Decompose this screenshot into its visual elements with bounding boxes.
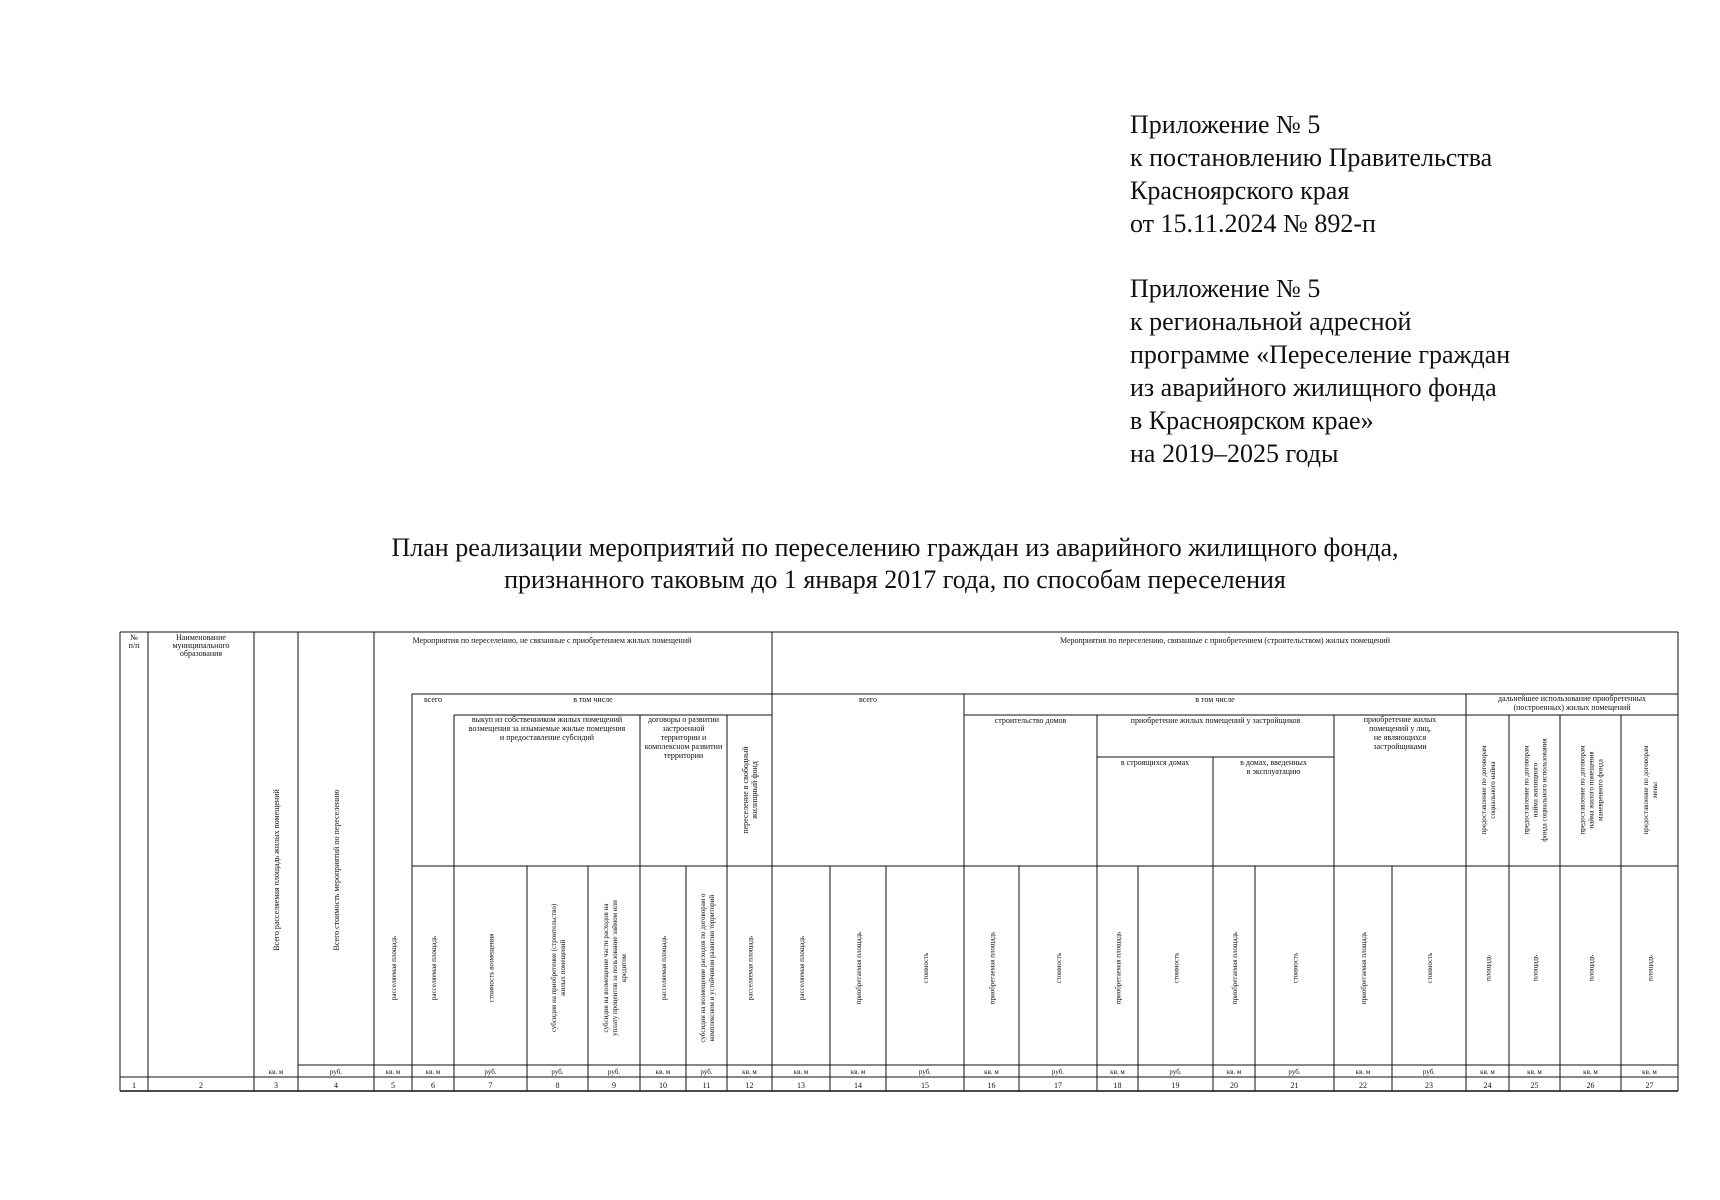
appendix-decree-line: Красноярского края (1130, 176, 1350, 205)
column-number: 18 (1113, 1081, 1122, 1090)
header-buyout: выкуп из собственником жилых помещений (471, 715, 623, 724)
subheader-relocated_area: расселяемая площадь (430, 935, 438, 1001)
subheader-subsidy_repayment: уплату процентов за пользование займом или (611, 900, 619, 1036)
header-exchange: мены (1651, 782, 1659, 798)
column-number: 10 (659, 1081, 667, 1090)
column-number: 13 (797, 1081, 805, 1090)
unit-label: руб. (551, 1068, 564, 1076)
unit-label: кв. м (1226, 1068, 1242, 1076)
header-from-persons: приобретение жилых (1363, 715, 1437, 724)
subheader-subsidy_repayment: кредитом (620, 954, 628, 982)
header-num: № (130, 633, 138, 642)
unit-label: руб. (1422, 1068, 1436, 1076)
header-free-fund: переселение в свободный (741, 746, 750, 834)
appendix-decree-line: Приложение № 5 (1130, 110, 1321, 139)
header-including-b: в том числе (1195, 695, 1235, 704)
appendix-decree-line: к постановлению Правительства (1130, 143, 1493, 172)
document-title-line: План реализации мероприятий по переселению граждан из аварийного жилищного фонда, (391, 533, 1399, 562)
unit-label: кв. м (793, 1068, 809, 1076)
subheader-relocated_area: расселяемая площадь (660, 935, 668, 1001)
unit-label: кв. м (385, 1068, 401, 1076)
column-number: 24 (1483, 1081, 1492, 1090)
header-contracts: территории и (660, 733, 707, 742)
header-total-cost: Всего стоимость мероприятий по переселению (332, 789, 341, 951)
header-commercial-rent: предоставление по договорам (1578, 745, 1587, 835)
subheader-area: площадь (1531, 955, 1540, 981)
header-from-persons: не являющихся (1373, 733, 1427, 742)
appendix-program-line: Приложение № 5 (1130, 274, 1321, 303)
subheader-relocated_area: расселяемая площадь (390, 935, 398, 1001)
header-municipality: образования (179, 649, 223, 658)
header-including-a: в том числе (573, 695, 613, 704)
unit-label: кв. м (1583, 1068, 1598, 1076)
subheader-cost: стоимость (1172, 952, 1181, 984)
unit-label: кв. м (1355, 1068, 1371, 1076)
subheader-cost: стоимость (1055, 952, 1063, 984)
unit-label: руб. (1051, 1068, 1065, 1076)
subheader-cost: стоимость (922, 952, 930, 984)
column-number: 21 (1290, 1081, 1299, 1090)
subheader-acquired_area: приобретаемая площадь (1231, 931, 1239, 1005)
header-construction: строительство домов (994, 716, 1067, 725)
column-number: 8 (555, 1081, 560, 1090)
column-number: 2 (199, 1081, 203, 1090)
subheader-subsidy_contracts: субсидия на возмещение расходов по договорам о (699, 893, 707, 1043)
column-number: 19 (1171, 1081, 1180, 1090)
subheader-area: площадь (1646, 955, 1655, 981)
header-total-b: всего (858, 695, 878, 704)
subheader-subsidy_acquisition: субсидия на приобретение (строительство) (550, 903, 558, 1033)
unit-label: кв. м (268, 1068, 284, 1076)
header-contracts: застроенной (662, 724, 705, 733)
unit-label: руб. (918, 1068, 932, 1076)
header-buyout: и предоставление субсидий (499, 733, 595, 742)
unit-label: кв. м (1527, 1068, 1542, 1076)
subheader-subsidy_contracts: комплексном и устойчивом развитии территорий (708, 894, 716, 1042)
appendix-program-line: на 2019–2025 годы (1130, 439, 1339, 468)
appendix-program-line: программе «Переселение граждан (1130, 340, 1511, 369)
unit-label: руб. (484, 1068, 497, 1076)
appendix-program-line: из аварийного жилищного фонда (1130, 373, 1497, 402)
header-contracts: территории (663, 751, 704, 760)
column-number: 26 (1586, 1081, 1595, 1090)
subheader-relocated_area: расселяемая площадь (798, 935, 806, 1001)
unit-label: кв. м (984, 1068, 999, 1076)
column-number: 11 (702, 1081, 711, 1090)
column-number: 22 (1359, 1081, 1367, 1090)
column-number: 17 (1054, 1081, 1062, 1090)
document-title-line: признанного таковым до 1 января 2017 года, по способам переселения (504, 565, 1286, 594)
column-number: 16 (987, 1081, 996, 1090)
header-num: п/п (128, 641, 140, 650)
unit-label: кв. м (425, 1068, 441, 1076)
unit-label: кв. м (655, 1068, 671, 1076)
header-social-rent: социального найма (1489, 761, 1497, 819)
header-total-a: всего (423, 695, 443, 704)
header-under-construction: в строящихся домах (1120, 758, 1190, 767)
header-municipality: муниципального (172, 641, 230, 650)
header-exchange: предоставление по договорам (1642, 745, 1650, 835)
header-commercial-rent: маневренного фонда (1596, 759, 1605, 821)
unit-label: кв. м (742, 1068, 757, 1076)
subheader-acquired_area: приобретаемая площадь (1360, 931, 1368, 1005)
subheader-compensation_cost: стоимость возмещения (487, 933, 496, 1003)
subheader-cost: стоимость (1426, 952, 1434, 984)
column-number: 25 (1530, 1081, 1539, 1090)
unit-label: кв. м (1110, 1068, 1125, 1076)
subheader-acquired_area: приобретаемая площадь (1114, 931, 1123, 1005)
header-from-persons: застройщиками (1373, 742, 1427, 751)
header-free-fund: жилищный фонд (750, 761, 759, 819)
header-contracts: договоры о развитии (647, 715, 720, 724)
column-number: 9 (612, 1081, 616, 1090)
column-number: 23 (1425, 1081, 1433, 1090)
header-further-use: дальнейшее использование приобретенных (1498, 694, 1646, 703)
appendix-program-line: в Красноярском крае» (1130, 406, 1374, 435)
unit-label: кв. м (1480, 1068, 1495, 1076)
column-number: 1 (132, 1081, 136, 1090)
column-number: 4 (334, 1081, 338, 1090)
column-number: 5 (391, 1081, 395, 1090)
header-in-operation: в эксплуатацию (1246, 767, 1301, 776)
header-social-rent: предоставление по договорам (1480, 745, 1488, 835)
header-social-use-fund: фонда социального использования (1540, 738, 1549, 842)
header-contracts: комплексном развитии (644, 742, 723, 751)
column-number: 3 (274, 1081, 278, 1090)
subheader-relocated_area: расселяемая площадь (746, 935, 755, 1001)
column-number: 12 (745, 1081, 754, 1090)
header-social-use-fund: найма жилищного (1531, 762, 1540, 818)
subheader-acquired_area: приобретаемая площадь (855, 931, 863, 1005)
column-number: 20 (1230, 1081, 1238, 1090)
subheader-subsidy_repayment: субсидия на возмещение части расходов на (602, 903, 610, 1033)
header-municipality: Наименование (176, 633, 226, 642)
column-number: 27 (1645, 1081, 1654, 1090)
unit-label: руб. (1169, 1068, 1182, 1076)
header-commercial-rent: найма жилого помещения (1587, 751, 1596, 829)
header-total-area: Всего расселяемая площадь жилых помещений (272, 789, 281, 951)
subheader-area: площадь (1587, 955, 1596, 981)
appendix-program-line: к региональной адресной (1130, 307, 1412, 336)
column-number: 14 (854, 1081, 862, 1090)
header-from-developers: приобретение жилых помещений у застройщиков (1130, 716, 1301, 725)
subheader-subsidy_acquisition: жилых помещений (559, 939, 567, 997)
subheader-cost: стоимость (1291, 952, 1300, 984)
unit-label: руб. (329, 1068, 343, 1076)
unit-label: руб. (700, 1068, 713, 1076)
unit-label: руб. (1288, 1068, 1301, 1076)
column-number: 6 (431, 1081, 435, 1090)
header-from-persons: помещений у лиц, (1369, 724, 1431, 733)
column-number: 15 (921, 1081, 929, 1090)
header-buyout: возмещения за изымаемые жилые помещения (468, 724, 626, 733)
column-number: 7 (488, 1081, 493, 1090)
unit-label: кв. м (1642, 1068, 1657, 1076)
header-group-acquisition: Мероприятия по переселению, связанные с приобретением (строительством) жилых помещений (1059, 636, 1391, 645)
header-social-use-fund: предоставление по договорам (1522, 745, 1531, 835)
unit-label: руб. (607, 1068, 621, 1076)
header-group-not-acquisition: Мероприятия по переселению, не связанные с приобретением жилых помещений (412, 636, 692, 645)
subheader-area: площадь (1484, 955, 1493, 981)
header-in-operation: в домах, введенных (1240, 758, 1307, 767)
unit-label: кв. м (850, 1068, 866, 1076)
subheader-acquired_area: приобретаемая площадь (988, 931, 997, 1005)
header-further-use: (построенных) жилых помещений (1513, 703, 1631, 712)
appendix-decree-line: от 15.11.2024 № 892-п (1130, 209, 1376, 238)
